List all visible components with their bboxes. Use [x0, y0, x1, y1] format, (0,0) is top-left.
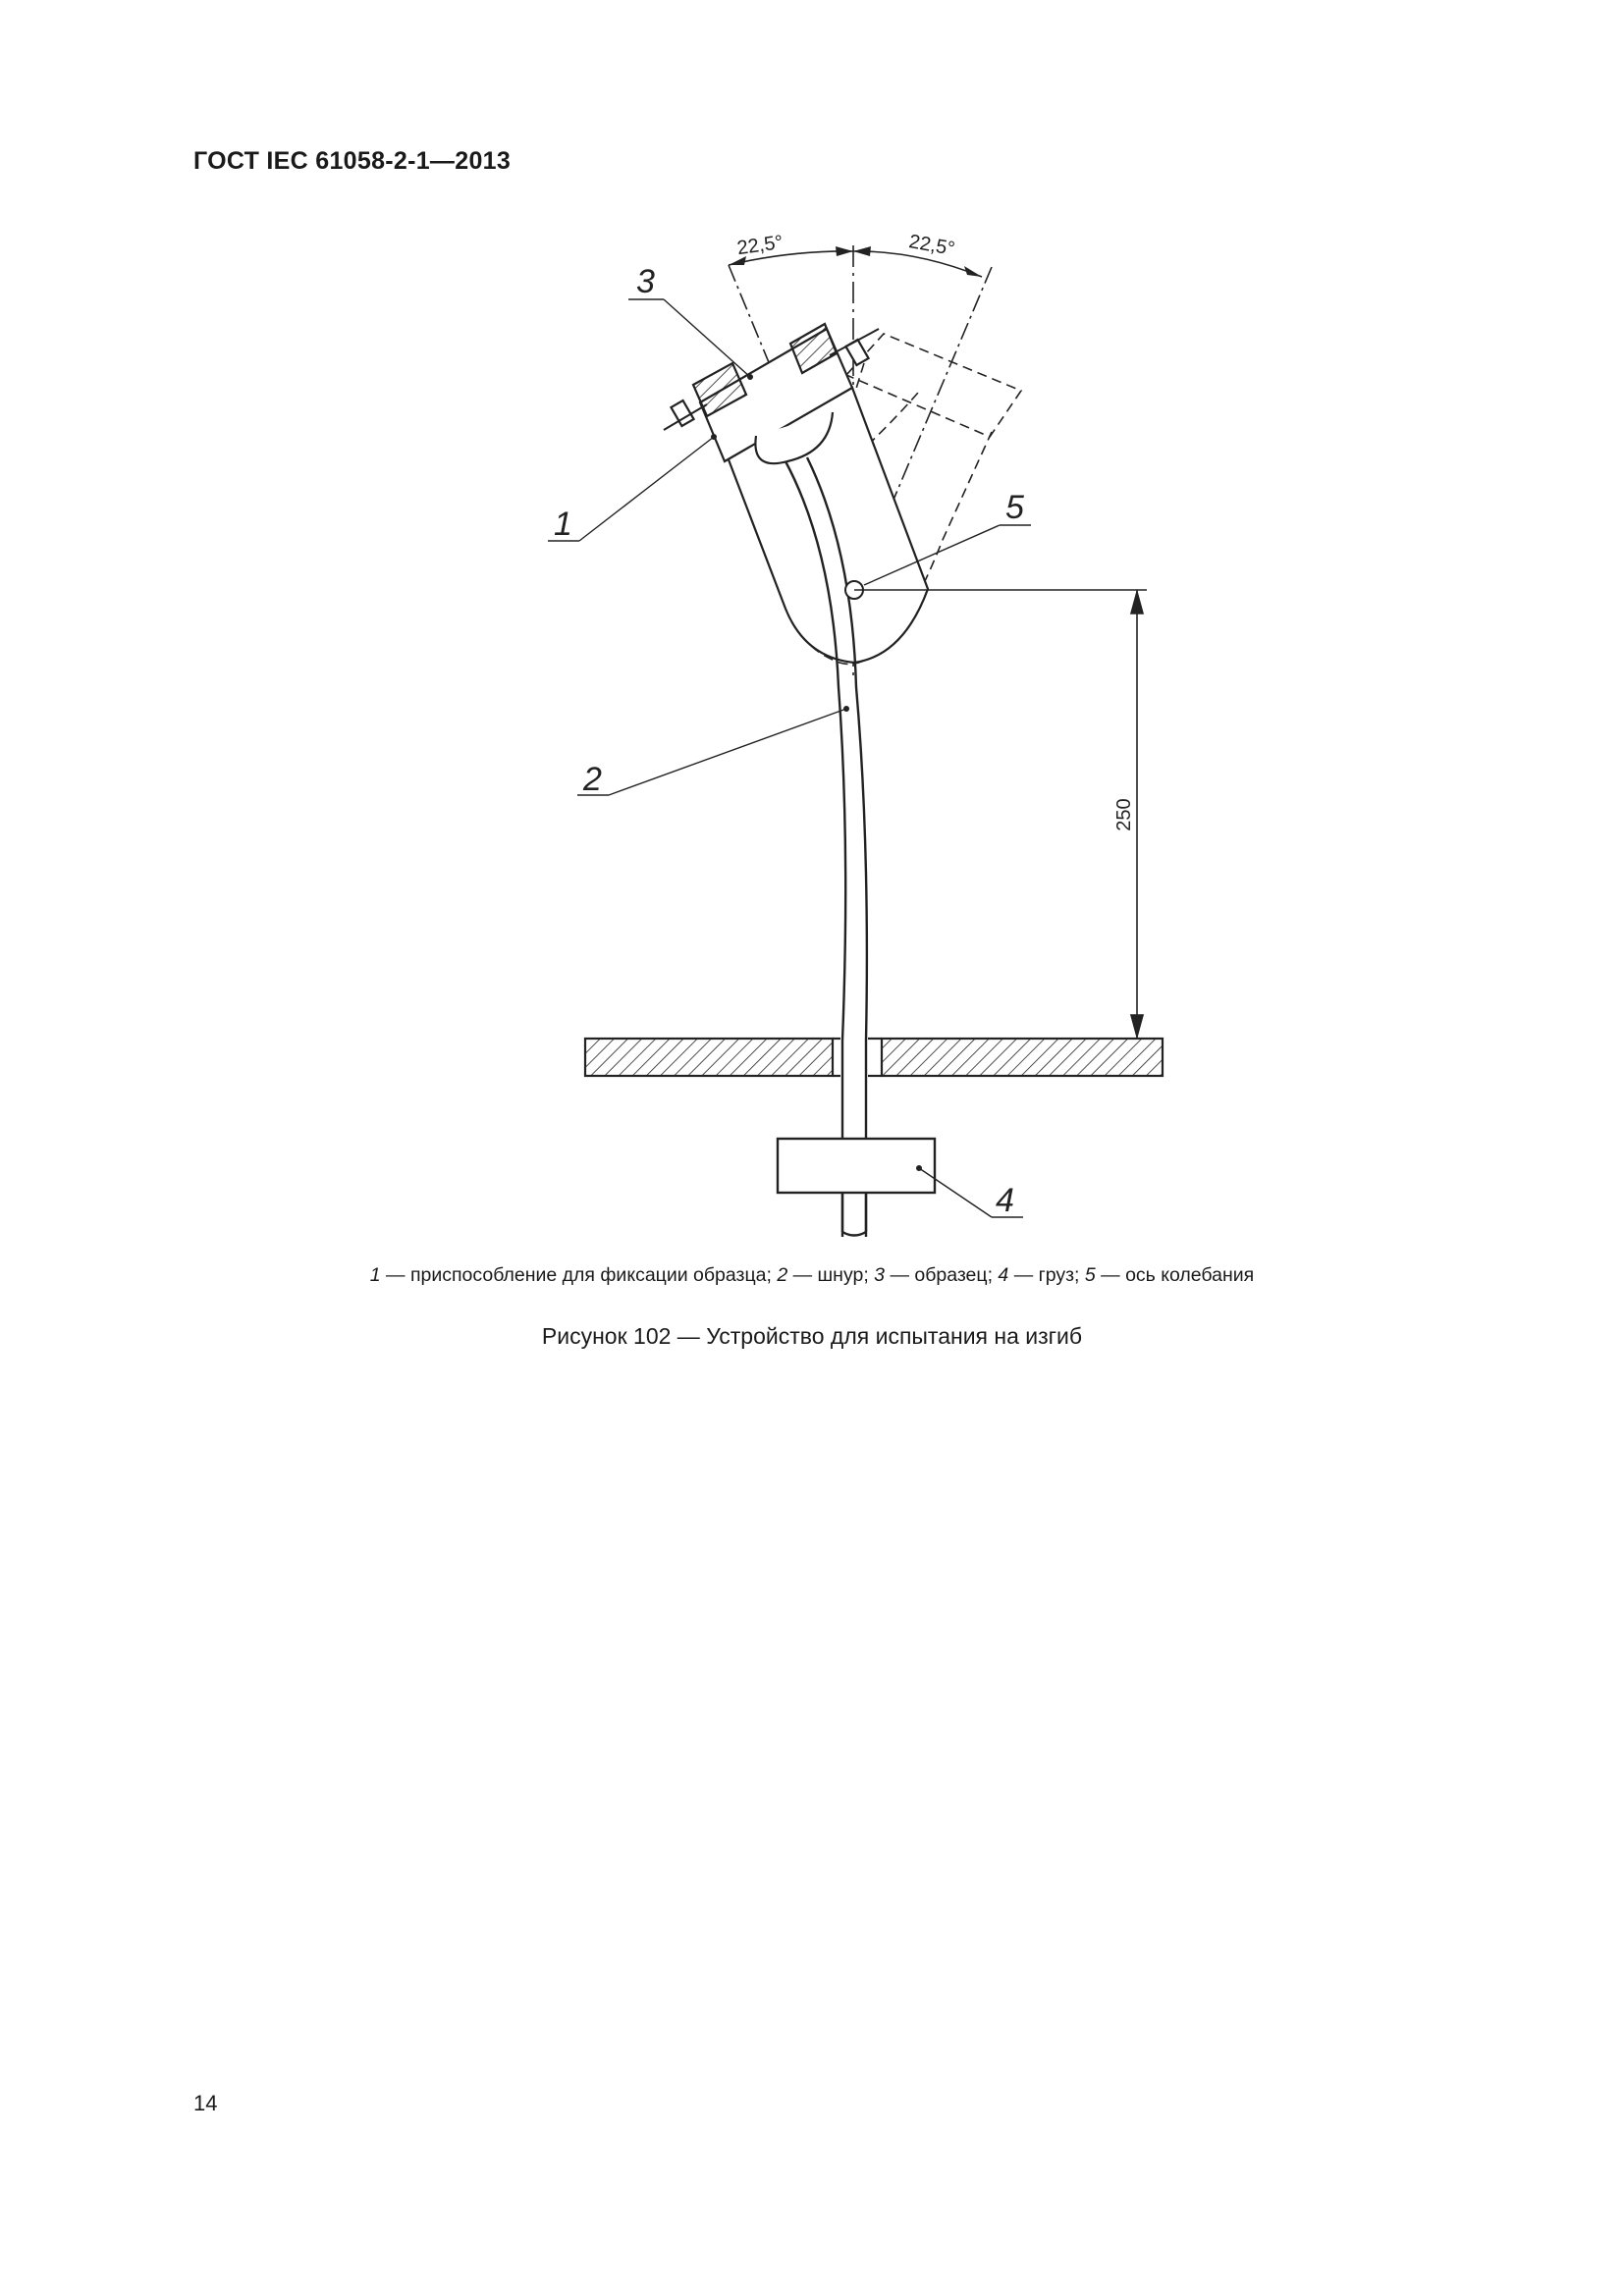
- callout-2: 2: [583, 761, 602, 798]
- legend-text-4: — груз;: [1013, 1264, 1080, 1286]
- legend-num-3: 3: [874, 1264, 886, 1286]
- legend-num-4: 4: [998, 1264, 1009, 1286]
- support-plate: [585, 1039, 1163, 1076]
- legend-num-2: 2: [777, 1264, 788, 1286]
- dimension-250-label: 250: [1113, 798, 1135, 831]
- legend-text-5: — ось колебания: [1101, 1264, 1255, 1286]
- document-header: ГОСТ IEC 61058-2-1—2013: [193, 147, 512, 175]
- weight: [778, 1139, 935, 1236]
- legend-num-1: 1: [369, 1264, 381, 1286]
- page-number: 14: [193, 2091, 218, 2115]
- figure-caption: Рисунок 102 — Устройство для испытания на изгиб: [541, 1323, 1083, 1349]
- callout-4: 4: [996, 1182, 1014, 1219]
- legend-text-1: — приспособление для фиксации образца;: [386, 1264, 772, 1286]
- angle-right-label: 22,5°: [907, 231, 957, 260]
- angle-left-label: 22,5°: [735, 231, 785, 260]
- legend-num-5: 5: [1084, 1264, 1096, 1286]
- callout-5: 5: [1005, 489, 1024, 526]
- callout-3: 3: [636, 263, 655, 300]
- callout-1: 1: [554, 506, 572, 543]
- legend-text-2: — шнур;: [792, 1264, 869, 1286]
- legend-text-3: — образец;: [890, 1264, 993, 1286]
- figure-legend: [0, 1264, 1624, 1287]
